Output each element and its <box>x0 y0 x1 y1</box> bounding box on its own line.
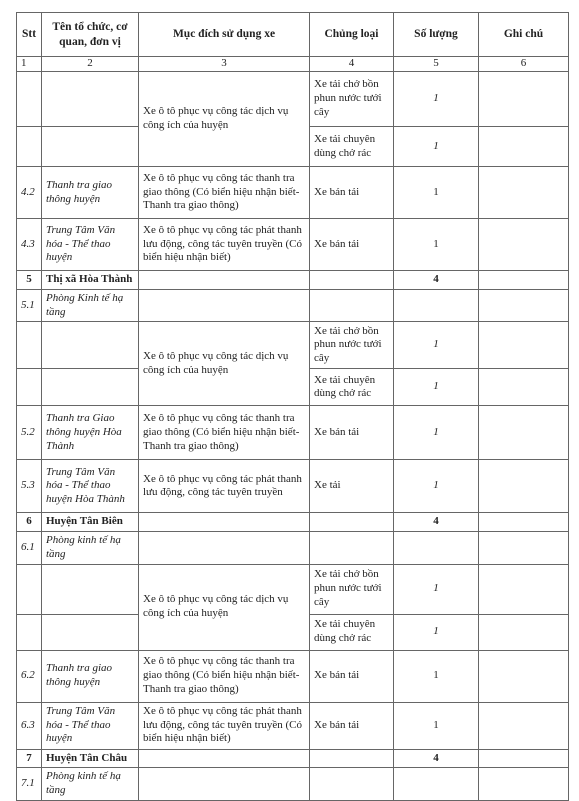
purpose-cell: Xe ô tô phục vụ công tác dịch vụ công ích của huyện <box>139 322 310 406</box>
quantity-cell: 4 <box>394 513 479 532</box>
table-row <box>17 406 569 460</box>
quantity-cell: 1 <box>394 219 479 271</box>
col-number: 5 <box>394 57 479 72</box>
purpose-cell: Xe ô tô phục vụ công tác phát thanh lưu động, công tác tuyên truyền (Có biển hiệu nhận biết) <box>139 702 310 749</box>
table-row <box>17 650 569 702</box>
purpose-cell: Xe ô tô phục vụ công tác dịch vụ công ích của huyện <box>139 564 310 650</box>
stt-cell: 7 <box>17 749 42 768</box>
section-name: Thị xã Hòa Thành <box>42 271 139 290</box>
table-row <box>17 289 569 322</box>
purpose-cell: Xe ô tô phục vụ công tác phát thanh lưu động, công tác tuyên truyền (Có biển hiệu nhận biết) <box>139 219 310 271</box>
type-cell: Xe bán tải <box>310 219 394 271</box>
stt-cell: 5.1 <box>17 289 42 322</box>
type-cell: Xe tải chuyên dùng chở rác <box>310 127 394 167</box>
header-quantity: Số lượng <box>394 13 479 57</box>
stt-cell: 5.2 <box>17 406 42 460</box>
table-row <box>17 219 569 271</box>
header-type: Chủng loại <box>310 13 394 57</box>
type-cell: Xe tải chở bồn phun nước tưới cây <box>310 72 394 127</box>
type-cell: Xe bán tải <box>310 650 394 702</box>
col-number: 1 <box>17 57 42 72</box>
table-row <box>17 460 569 513</box>
org-cell: Phòng Kinh tế hạ tầng <box>42 289 139 322</box>
stt-cell: 6.3 <box>17 702 42 749</box>
quantity-cell: 4 <box>394 271 479 290</box>
quantity-cell: 1 <box>394 322 479 369</box>
section-row <box>17 749 569 768</box>
org-cell: Trung Tâm Văn hóa - Thể thao huyện <box>42 702 139 749</box>
stt-cell: 6.2 <box>17 650 42 702</box>
col-number: 6 <box>479 57 569 72</box>
quantity-cell: 1 <box>394 702 479 749</box>
section-name: Huyện Tân Biên <box>42 513 139 532</box>
table-row <box>17 322 569 369</box>
org-cell: Thanh tra Giao thông huyện Hòa Thành <box>42 406 139 460</box>
type-cell: Xe bán tải <box>310 702 394 749</box>
vehicle-allocation-table <box>16 12 569 801</box>
stt-cell: 4.2 <box>17 167 42 219</box>
purpose-cell: Xe ô tô phục vụ công tác phát thanh lưu động, công tác tuyên truyền <box>139 460 310 513</box>
quantity-cell: 1 <box>394 406 479 460</box>
table-header-row <box>17 13 569 57</box>
table-row <box>17 72 569 127</box>
org-cell: Phòng kinh tế hạ tầng <box>42 532 139 565</box>
table-row <box>17 564 569 614</box>
type-cell: Xe tải chuyên dùng chở rác <box>310 614 394 650</box>
type-cell: Xe bán tải <box>310 167 394 219</box>
table-row <box>17 768 569 801</box>
stt-cell: 5 <box>17 271 42 290</box>
stt-cell: 6.1 <box>17 532 42 565</box>
header-note: Ghi chú <box>479 13 569 57</box>
quantity-cell: 1 <box>394 167 479 219</box>
org-cell: Trung Tâm Văn hóa - Thể thao huyện <box>42 219 139 271</box>
stt-cell: 4.3 <box>17 219 42 271</box>
table-row <box>17 702 569 749</box>
col-number: 2 <box>42 57 139 72</box>
org-cell: Thanh tra giao thông huyện <box>42 650 139 702</box>
purpose-cell: Xe ô tô phục vụ công tác dịch vụ công ích của huyện <box>139 72 310 167</box>
stt-cell: 7.1 <box>17 768 42 801</box>
header-org: Tên tổ chức, cơ quan, đơn vị <box>42 13 139 57</box>
org-cell: Thanh tra giao thông huyện <box>42 167 139 219</box>
table-row <box>17 532 569 565</box>
section-name: Huyện Tân Châu <box>42 749 139 768</box>
type-cell: Xe tải chuyên dùng chở rác <box>310 369 394 406</box>
header-purpose: Mục đích sử dụng xe <box>139 13 310 57</box>
org-cell: Phòng kinh tế hạ tầng <box>42 768 139 801</box>
quantity-cell: 1 <box>394 127 479 167</box>
col-number: 3 <box>139 57 310 72</box>
table-row <box>17 167 569 219</box>
col-number: 4 <box>310 57 394 72</box>
org-cell: Trung Tâm Văn hóa - Thể thao huyện Hòa Thành <box>42 460 139 513</box>
quantity-cell: 1 <box>394 369 479 406</box>
header-stt: Stt <box>17 13 42 57</box>
type-cell: Xe tải chở bồn phun nước tưới cây <box>310 564 394 614</box>
column-number-row <box>17 57 569 72</box>
stt-cell: 5.3 <box>17 460 42 513</box>
quantity-cell: 1 <box>394 564 479 614</box>
purpose-cell: Xe ô tô phục vụ công tác thanh tra giao thông (Có biển hiệu nhận biết-Thanh tra giao thông) <box>139 650 310 702</box>
quantity-cell: 1 <box>394 650 479 702</box>
purpose-cell: Xe ô tô phục vụ công tác thanh tra giao thông (Có biển hiệu nhận biết-Thanh tra giao thông) <box>139 406 310 460</box>
type-cell: Xe bán tải <box>310 406 394 460</box>
section-row <box>17 271 569 290</box>
quantity-cell: 1 <box>394 460 479 513</box>
type-cell: Xe tải <box>310 460 394 513</box>
section-row <box>17 513 569 532</box>
quantity-cell: 1 <box>394 72 479 127</box>
stt-cell: 6 <box>17 513 42 532</box>
type-cell: Xe tải chở bồn phun nước tưới cây <box>310 322 394 369</box>
purpose-cell: Xe ô tô phục vụ công tác thanh tra giao thông (Có biển hiệu nhận biết-Thanh tra giao thông) <box>139 167 310 219</box>
quantity-cell: 1 <box>394 614 479 650</box>
quantity-cell: 4 <box>394 749 479 768</box>
